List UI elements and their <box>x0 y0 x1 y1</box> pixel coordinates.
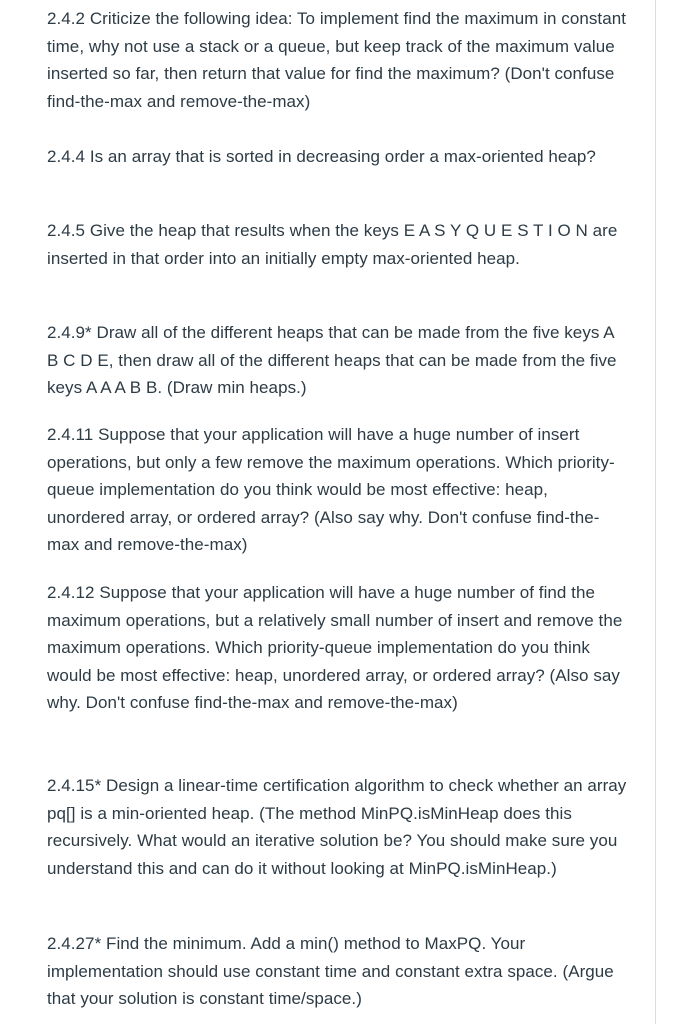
content-border-divider <box>655 0 656 1024</box>
question-2-4-27: 2.4.27* Find the minimum. Add a min() method to MaxPQ. Your implementation should use constant time and constant extra space. (Argue that your solution is constant time/space.) <box>47 934 614 1008</box>
question-2-4-11: 2.4.11 Suppose that your application will have a huge number of insert operations, but only a few remove the maximum operations. Which priority-queue implementation do you think would be most effective: heap, unordered array, or ordered array? (Also say why. Don't confuse find-the-max and remove-the-max) <box>47 425 615 554</box>
question-2-4-4: 2.4.4 Is an array that is sorted in decreasing order a max-oriented heap? <box>47 147 596 166</box>
question-2-4-5: 2.4.5 Give the heap that results when the keys E A S Y Q U E S T I O N are inserted in that order into an initially empty max-oriented heap. <box>47 221 618 268</box>
question-2-4-15: 2.4.15* Design a linear-time certification algorithm to check whether an array pq[] is a min-oriented heap. (The method MinPQ.isMinHeap does this recursively. What would an iterative solution be? You should make sure you understand this and can do it without looking at MinPQ.isMinHeap.) <box>47 776 627 878</box>
question-2-4-9: 2.4.9* Draw all of the different heaps that can be made from the five keys A B C D E, then draw all of the different heaps that can be made from the five keys A A A B B. (Draw min heaps.) <box>47 323 617 397</box>
question-2-4-2: 2.4.2 Criticize the following idea: To implement find the maximum in constant time, why not use a stack or a queue, but keep track of the maximum value inserted so far, then return that value for find the maximum? (Don't confuse find-the-max and remove-the-max) <box>47 9 626 111</box>
question-2-4-12: 2.4.12 Suppose that your application will have a huge number of find the maximum operations, but a relatively small number of insert and remove the maximum operations. Which priority-queue implementation do you think would be most effective: heap, unordered array, or ordered array? (Also say why. Don't confuse find-the-max and remove-the-max) <box>47 583 623 712</box>
